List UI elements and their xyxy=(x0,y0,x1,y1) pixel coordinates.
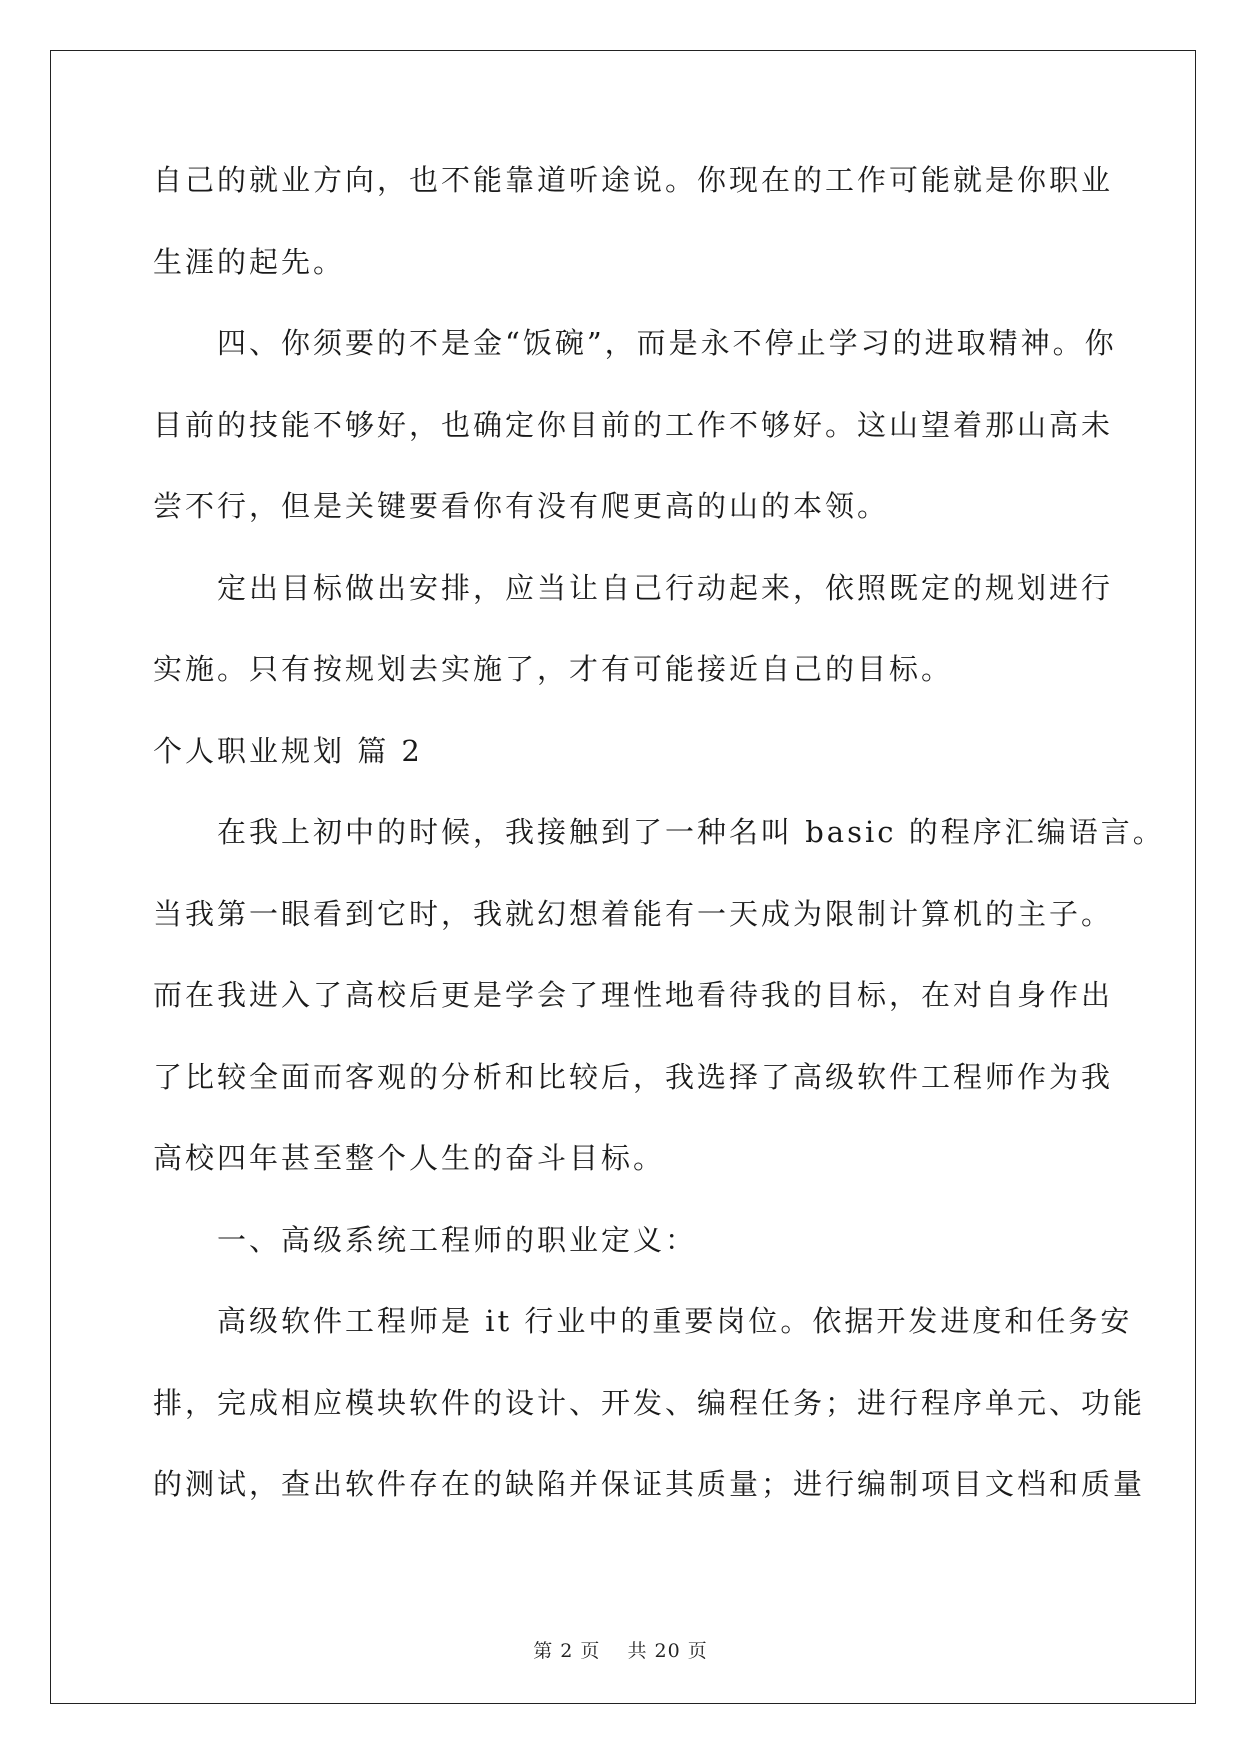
text-line-10: 当我第一眼看到它时，我就幻想着能有一天成为限制计算机的主子。 xyxy=(153,896,1114,931)
text-line-2: 生涯的起先。 xyxy=(153,244,346,279)
section-heading: 个人职业规划 篇 2 xyxy=(153,733,423,768)
text-line-1: 自己的就业方向，也不能靠道听途说。你现在的工作可能就是你职业 xyxy=(153,163,1114,197)
text-line-15: 高级软件工程师是 it 行业中的重要岗位。依据开发进度和任务安 xyxy=(217,1304,1133,1338)
text-line-5: 尝不行，但是关键要看你有没有爬更高的山的本领。 xyxy=(153,489,890,523)
text-line-6: 定出目标做出安排，应当让自己行动起来，依照既定的规划进行 xyxy=(217,570,1114,605)
text-line-9: 在我上初中的时候，我接触到了一种名叫 basic 的程序汇编语言。 xyxy=(217,815,1165,849)
text-line-12: 了比较全面而客观的分析和比较后，我选择了高级软件工程师作为我 xyxy=(153,1059,1114,1094)
text-line-11: 而在我进入了高校后更是学会了理性地看待我的目标，在对自身作出 xyxy=(153,978,1114,1012)
text-line-7: 实施。只有按规划去实施了，才有可能接近自己的目标。 xyxy=(153,652,954,686)
text-line-16: 排，完成相应模块软件的设计、开发、编程任务；进行程序单元、功能 xyxy=(153,1385,1146,1420)
text-line-13: 高校四年甚至整个人生的奋斗目标。 xyxy=(153,1141,666,1175)
page-number-footer: 第 2 页 共 20 页 xyxy=(533,1640,708,1662)
document-body xyxy=(153,160,1165,1546)
text-line-3: 四、你须要的不是金“饭碗”，而是永不停止学习的进取精神。你 xyxy=(217,326,1117,360)
subsection-heading: 一、高级系统工程师的职业定义： xyxy=(217,1222,698,1257)
text-line-4: 目前的技能不够好，也确定你目前的工作不够好。这山望着那山高未 xyxy=(153,407,1114,442)
text-line-17: 的测试，查出软件存在的缺陷并保证其质量；进行编制项目文档和质量 xyxy=(153,1467,1146,1501)
